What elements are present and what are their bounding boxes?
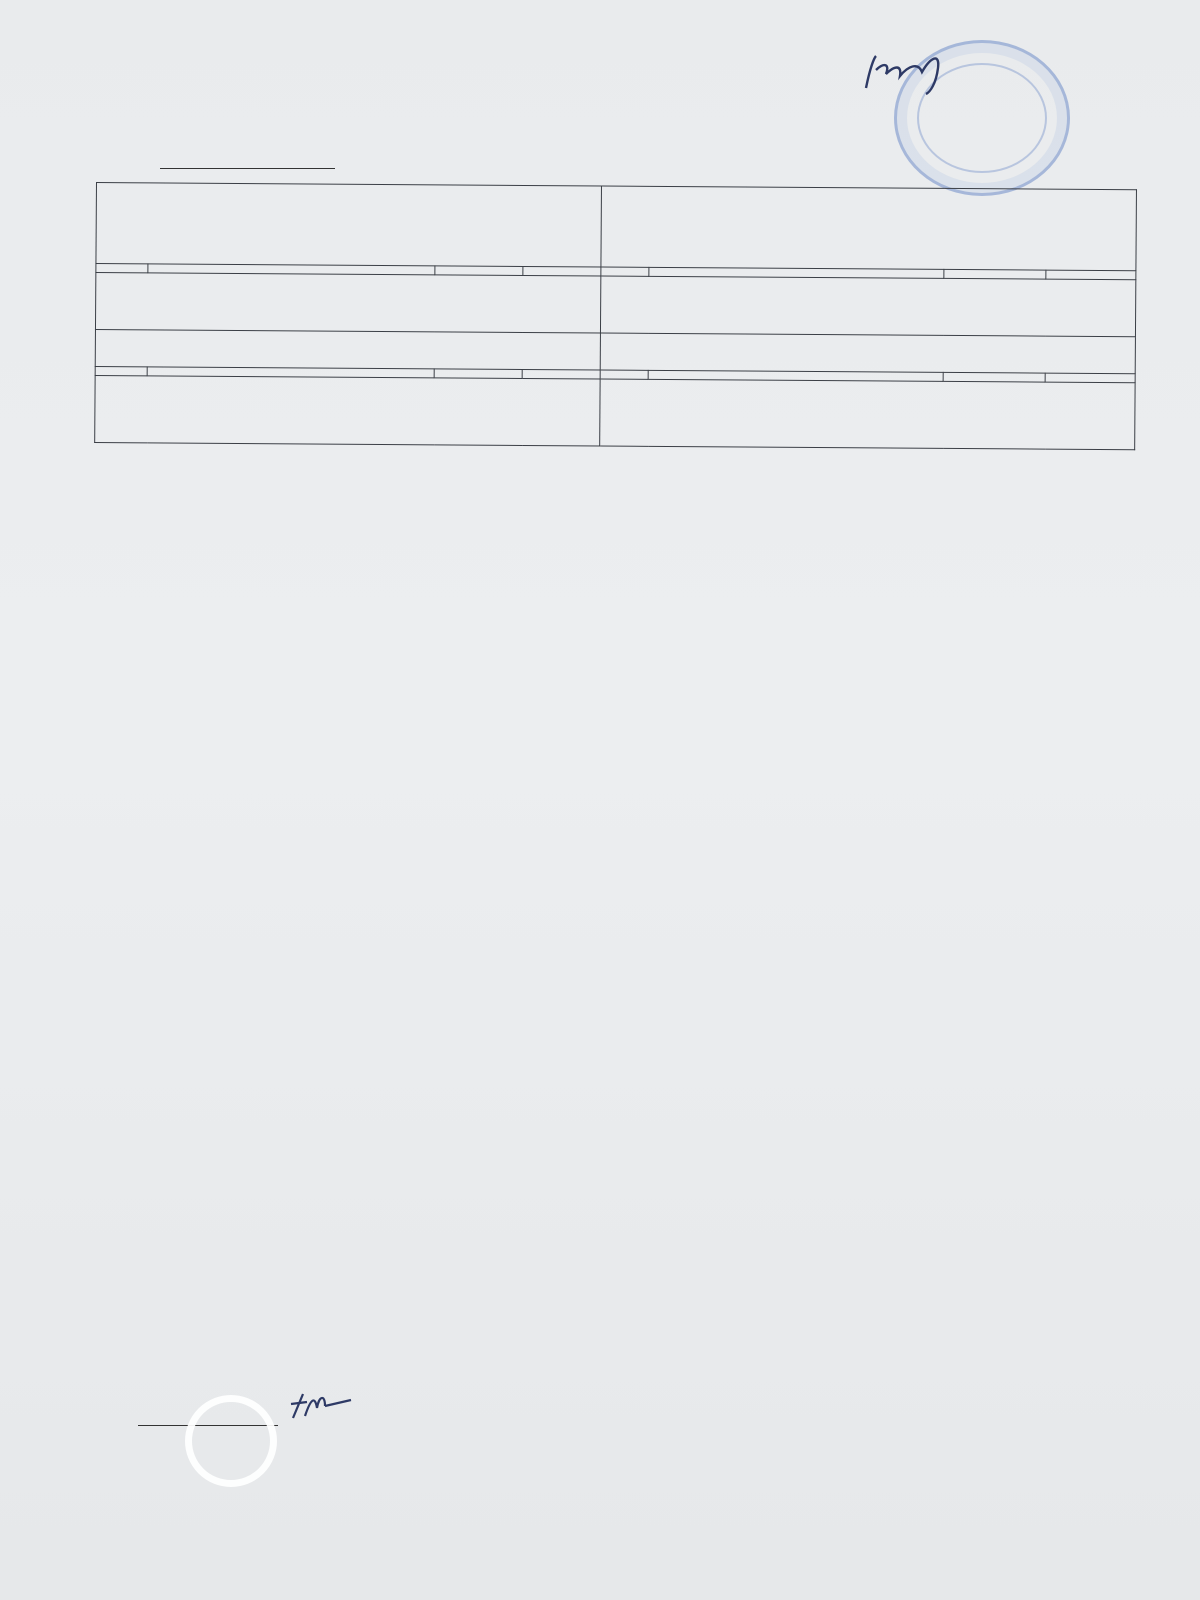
section-title-paid bbox=[601, 186, 1137, 271]
total-ovz bbox=[600, 379, 1135, 450]
section-title-primary bbox=[95, 329, 600, 370]
section-title-large-families bbox=[96, 183, 602, 268]
total-paid bbox=[600, 276, 1135, 337]
section-title-ovz bbox=[600, 333, 1135, 374]
total-large-families bbox=[95, 273, 600, 334]
date-handwritten bbox=[160, 168, 335, 169]
col-header-num bbox=[95, 366, 147, 375]
col-header-num bbox=[600, 370, 648, 379]
date-line bbox=[160, 150, 335, 175]
ai-camera-logo bbox=[185, 1395, 277, 1487]
col-header-num bbox=[601, 267, 649, 276]
total-primary bbox=[95, 375, 600, 446]
manager-signature bbox=[285, 1388, 355, 1424]
col-header-num bbox=[96, 264, 148, 273]
menu-table bbox=[94, 182, 1137, 450]
director-signature bbox=[860, 48, 955, 98]
